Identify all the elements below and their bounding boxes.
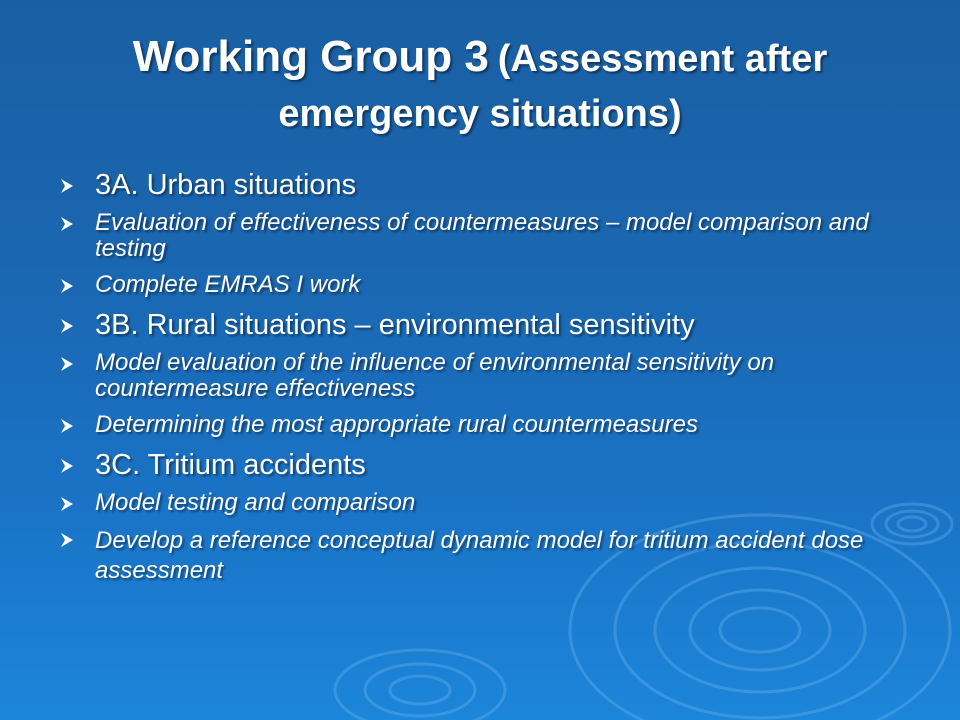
bullet-item xyxy=(58,412,938,438)
arrow-right-icon xyxy=(58,417,76,435)
bullet-item xyxy=(58,526,938,586)
arrow-right-icon xyxy=(58,531,76,549)
bullet-text: 3A. Urban situations xyxy=(95,169,357,201)
bullet-text: Complete EMRAS I work xyxy=(95,271,361,298)
bullet-text: 3B. Rural situations – environmental sensitivity xyxy=(95,309,695,341)
slide-title-sub-line1: (Assessment after xyxy=(497,38,828,80)
arrow-right-icon xyxy=(58,457,76,475)
bullet-text: Develop a reference conceptual dynamic model for tritium accident dose assessment xyxy=(95,527,864,584)
arrow-right-icon xyxy=(58,495,76,513)
bullet-item xyxy=(58,448,938,482)
slide-title-sub-line2: emergency situations) xyxy=(278,93,682,135)
slide-title xyxy=(40,30,920,142)
bullet-text: Model evaluation of the influence of environmental sensitivity on countermeasure effectiveness xyxy=(95,349,775,402)
arrow-right-icon xyxy=(58,215,76,233)
bullet-list xyxy=(58,168,938,596)
arrow-right-icon xyxy=(58,317,76,335)
bullet-item xyxy=(58,210,938,262)
arrow-right-icon xyxy=(58,277,76,295)
bullet-item xyxy=(58,272,938,298)
bullet-item xyxy=(58,308,938,342)
bullet-text: Model testing and comparison xyxy=(95,489,416,516)
arrow-right-icon xyxy=(58,177,76,195)
bullet-item xyxy=(58,168,938,202)
arrow-right-icon xyxy=(58,355,76,373)
bullet-text: 3C. Tritium accidents xyxy=(95,449,366,481)
slide-title-main: Working Group 3 xyxy=(132,32,489,81)
bullet-text: Evaluation of effectiveness of countermeasures – model comparison and testing xyxy=(95,209,869,262)
bullet-item xyxy=(58,490,938,516)
bullet-text: Determining the most appropriate rural countermeasures xyxy=(95,411,698,438)
bullet-item xyxy=(58,350,938,402)
